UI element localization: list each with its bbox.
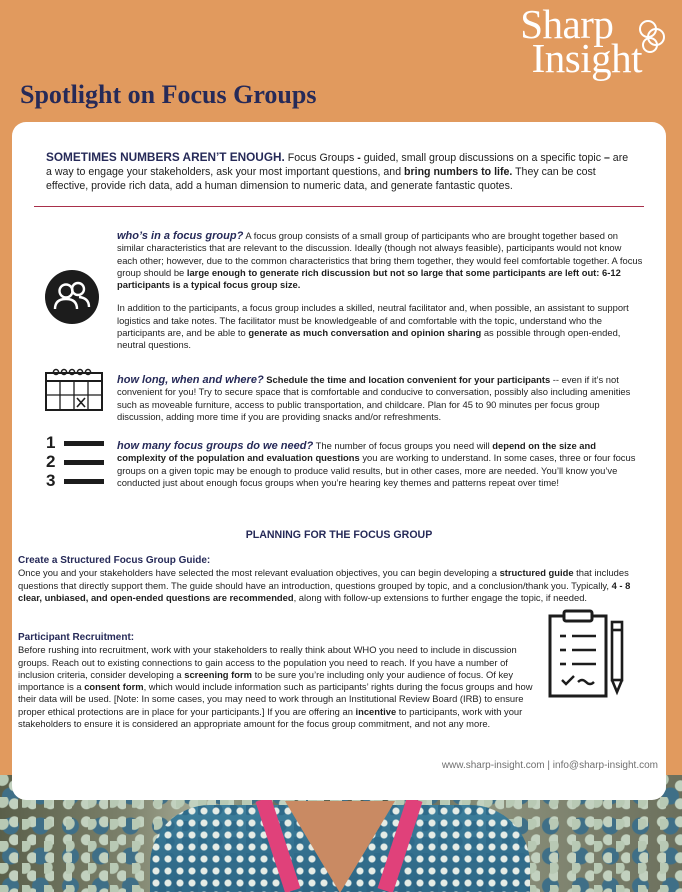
intro-text: Focus Groups xyxy=(284,152,358,164)
intro-bold: – xyxy=(603,152,610,164)
intro-lead: SOMETIMES NUMBERS AREN’T ENOUGH. xyxy=(46,150,285,164)
who-paragraph-1 xyxy=(117,230,643,291)
section-divider xyxy=(34,206,644,207)
numbered-list-icon xyxy=(44,435,106,491)
howmany-paragraph xyxy=(117,440,643,489)
intro-text: are a way to engage your stakeholders, ask your most important questions, and xyxy=(46,152,629,178)
who-paragraph-2 xyxy=(117,302,643,351)
recruitment-bold: consent form xyxy=(84,681,144,693)
guide-bold: 4 - 8 clear, unbiased, and open-ended questions are recommended xyxy=(18,579,631,603)
howmany-text: The number of focus groups you need will xyxy=(313,440,493,451)
guide-text: , along with follow-up extensions to further engage the topic, if needed. xyxy=(293,591,588,603)
when-heading: how long, when and where? xyxy=(117,374,264,386)
who-text: In addition to the participants, a focus group includes a skilled, neutral facilitator and, when possible, an assistant to support logistics and take notes. The facilitator must be knowledgeable of and comfortable with the topic, understand who the participants are, and be able to xyxy=(117,302,629,339)
section-how-many xyxy=(117,440,643,489)
guide-heading: Create a Structured Focus Group Guide: xyxy=(18,555,211,566)
people-group-icon xyxy=(45,270,99,324)
recruitment-section xyxy=(18,632,538,730)
recruitment-heading: Participant Recruitment: xyxy=(18,632,135,643)
list-number: 2 xyxy=(46,452,56,471)
intro-bold: bring numbers to life. xyxy=(404,166,513,178)
recruitment-text: Before rushing into recruitment, work with your stakeholders to really think about WHO you need to include in discussion groups. Reach out to existing connections to gain access to the population you need to reach. If you have a number of inclusion criteria, consider developing a xyxy=(18,644,517,680)
intro-paragraph xyxy=(46,150,636,193)
guide-text: Once you and your stakeholders have selected the most relevant evaluation objectives, you can begin developing a xyxy=(18,567,500,579)
section-when xyxy=(117,374,643,423)
logo-word-insight: Insight xyxy=(531,34,642,81)
brand-logo xyxy=(514,1,642,81)
recruitment-text: , which would include information such as participants’ rights during the focus groups and how their data will be used. [Note: In some cases, you may need to work through an Institutional Review Board (IRB) to ensure proper ethical protections are in place for your participants.] If you are offering an xyxy=(18,681,533,717)
howmany-bold: depend on the size and complexity of the population and evaluation questions xyxy=(117,440,596,464)
recruitment-bold: screening form xyxy=(184,668,252,680)
clipboard-icon xyxy=(544,608,630,700)
who-heading: who’s in a focus group? xyxy=(117,230,244,242)
recruitment-text: to be sure you’re including only your audience of focus. Of key importance is a xyxy=(18,668,514,693)
who-bold: large enough to generate rich discussion but not so large that some participants are left out: 6-12 participants is a typical focus group size. xyxy=(117,266,621,291)
intro-bold: - xyxy=(357,152,361,164)
guide-bold: structured guide xyxy=(499,567,574,579)
when-paragraph xyxy=(117,374,643,423)
list-number: 3 xyxy=(46,471,56,490)
guide-section xyxy=(18,555,636,604)
planning-title: PLANNING FOR THE FOCUS GROUP xyxy=(245,529,433,541)
howmany-heading: how many focus groups do we need? xyxy=(117,440,314,452)
who-text: as possible through open-ended, neutral questions. xyxy=(117,327,621,351)
howmany-text: you are working to understand. In some cases, three or four focus groups on a given topic may be enough to produce valid results, but in other cases, more are needed. You’ll know you’ve conducted just about enough focus groups when you’re hearing key themes and patterns repeat over time! xyxy=(117,452,636,488)
page-title: Spotlight on Focus Groups xyxy=(20,80,317,109)
who-text: A focus group consists of a small group of participants who are brought together based on similar characteristics that are relevant to the discussion. Ideally (though not always feasible), participants would not know each other; however, due to the common characteristics that bring them together, they would feel comfortable together. A focus group should be xyxy=(117,230,643,278)
calendar-icon xyxy=(44,367,104,412)
recruitment-bold: incentive xyxy=(355,705,397,717)
when-text: -- even if it’s not convenient for you! Try to secure space that is comfortable and conducive to conversation, possibly also including amenities such as moveable furniture, access to public transportation, and childcare. Plan for 45 to 90 minutes per focus group discussion, adding more time if you are providing snacks and/or refreshments. xyxy=(117,374,631,422)
logo-word-sharp: Sharp xyxy=(520,1,614,47)
list-number: 1 xyxy=(46,433,56,452)
section-who xyxy=(117,230,643,352)
who-bold: generate as much conversation and opinion sharing xyxy=(248,327,482,339)
content-card xyxy=(12,122,666,800)
footer-contact: www.sharp-insight.com | info@sharp-insight.com xyxy=(441,760,658,771)
when-bold: Schedule the time and location convenient for your participants xyxy=(263,374,551,385)
intro-text: They can be cost effective, provide rich data, add a human dimension to numeric data, and generate fantastic quotes. xyxy=(46,166,596,192)
guide-text: that includes questions that directly support them. The guide should have an introduction, questions grouped by topic, and a conclusion/thank you. Typically, xyxy=(18,567,629,591)
logo-rings-icon xyxy=(636,18,670,54)
intro-text: guided, small group discussions on a specific topic xyxy=(360,152,604,164)
recruitment-text: to participants, work with your stakeholders to ensure it is considered an appropriate amount for the focus group commitment, and not any more. xyxy=(18,705,523,730)
